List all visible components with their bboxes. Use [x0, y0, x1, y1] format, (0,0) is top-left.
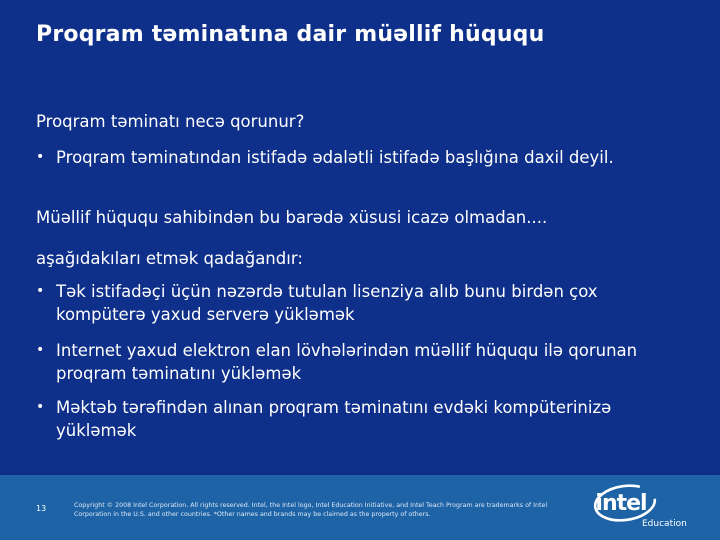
intel-wordmark: intel [595, 491, 647, 516]
footer-bar [0, 475, 720, 540]
page-number: 13 [36, 504, 47, 513]
bullet-icon: • [36, 399, 45, 415]
education-label: Education [642, 519, 687, 529]
slide-title: Proqram təminatına dair müəllif hüququ [36, 22, 545, 47]
bullet-icon: • [36, 149, 45, 165]
bullet-text: Məktəb tərəfindən alınan proqram təminatını evdəki kompüterinizə yükləmək [56, 398, 612, 440]
bullet-icon: • [36, 283, 45, 299]
bullet-item [36, 396, 686, 442]
copyright-notice: Copyright © 2008 Intel Corporation. All rights reserved. Intel, the Intel logo, Intel Education Initiative, and Intel Teach Program are trademarks of Intel Corporation in the U.S. and other countries. *Other names and brands may be claimed as the property of others. [74, 502, 548, 518]
paragraph-text: Müəllif hüququ sahibindən bu barədə xüsusi icazə olmadan.... [36, 208, 548, 227]
bullet-item [36, 339, 686, 385]
question-text: Proqram təminatı necə qorunur? [36, 112, 305, 131]
bullet-text: Proqram təminatından istifadə ədalətli istifadə başlığına daxil deyil. [56, 148, 614, 167]
bullet-item [36, 146, 686, 169]
paragraph-text: aşağıdakıları etmək qadağandır: [36, 249, 303, 268]
bullet-text: Tək istifadəçi üçün nəzərdə tutulan lisenziya alıb bunu birdən çox kompüterə yaxud serverə yükləmək [56, 282, 598, 324]
bullet-text: Internet yaxud elektron elan lövhələrindən müəllif hüququ ilə qorunan proqram təminatını yükləmək [56, 341, 638, 383]
bullet-item [36, 280, 686, 326]
bullet-icon: • [36, 342, 45, 358]
intel-logo [592, 479, 692, 537]
